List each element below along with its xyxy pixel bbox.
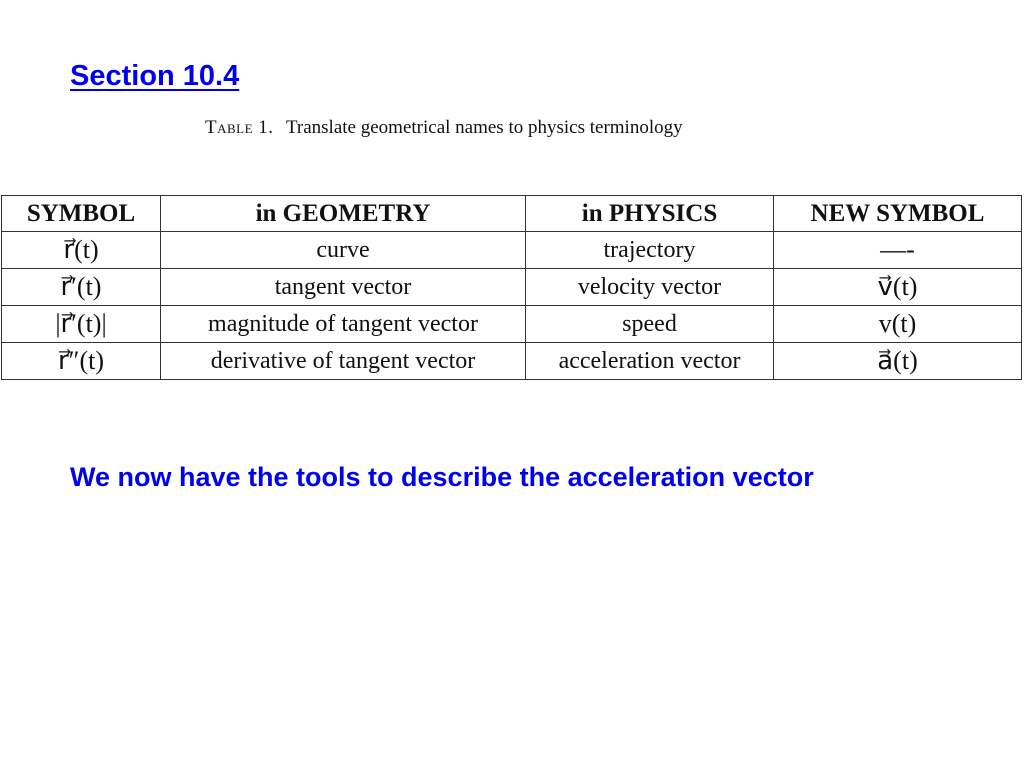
cell-geometry: tangent vector [161, 269, 526, 306]
header-new-symbol: NEW SYMBOL [774, 196, 1022, 232]
cell-new-symbol: a⃗(t) [774, 343, 1022, 380]
table-row [2, 269, 1022, 306]
body-text: We now have the tools to describe the acceleration vector [70, 462, 814, 492]
table-row [2, 306, 1022, 343]
cell-physics: acceleration vector [526, 343, 774, 380]
table-row [2, 232, 1022, 269]
cell-symbol: r⃗(t) [2, 232, 161, 269]
cell-geometry: curve [161, 232, 526, 269]
cell-symbol: r⃗′(t) [2, 269, 161, 306]
table-caption [205, 117, 683, 139]
cell-symbol: r⃗″(t) [2, 343, 161, 380]
cell-symbol: |r⃗′(t)| [2, 306, 161, 343]
cell-new-symbol: v⃗(t) [774, 269, 1022, 306]
cell-geometry: magnitude of tangent vector [161, 306, 526, 343]
section-title: Section 10.4 [70, 60, 240, 92]
table-header-row [2, 196, 1022, 232]
header-physics: in PHYSICS [526, 196, 774, 232]
header-geometry: in GEOMETRY [161, 196, 526, 232]
cell-physics: trajectory [526, 232, 774, 269]
cell-physics: speed [526, 306, 774, 343]
header-symbol: SYMBOL [2, 196, 161, 232]
cell-physics: velocity vector [526, 269, 774, 306]
cell-new-symbol: v(t) [774, 306, 1022, 343]
terminology-table [1, 195, 1022, 380]
table-caption-lead: Table 1. [205, 117, 274, 138]
cell-new-symbol: —- [774, 232, 1022, 269]
table-caption-text: Translate geometrical names to physics terminology [285, 117, 683, 138]
cell-geometry: derivative of tangent vector [161, 343, 526, 380]
table-row [2, 343, 1022, 380]
